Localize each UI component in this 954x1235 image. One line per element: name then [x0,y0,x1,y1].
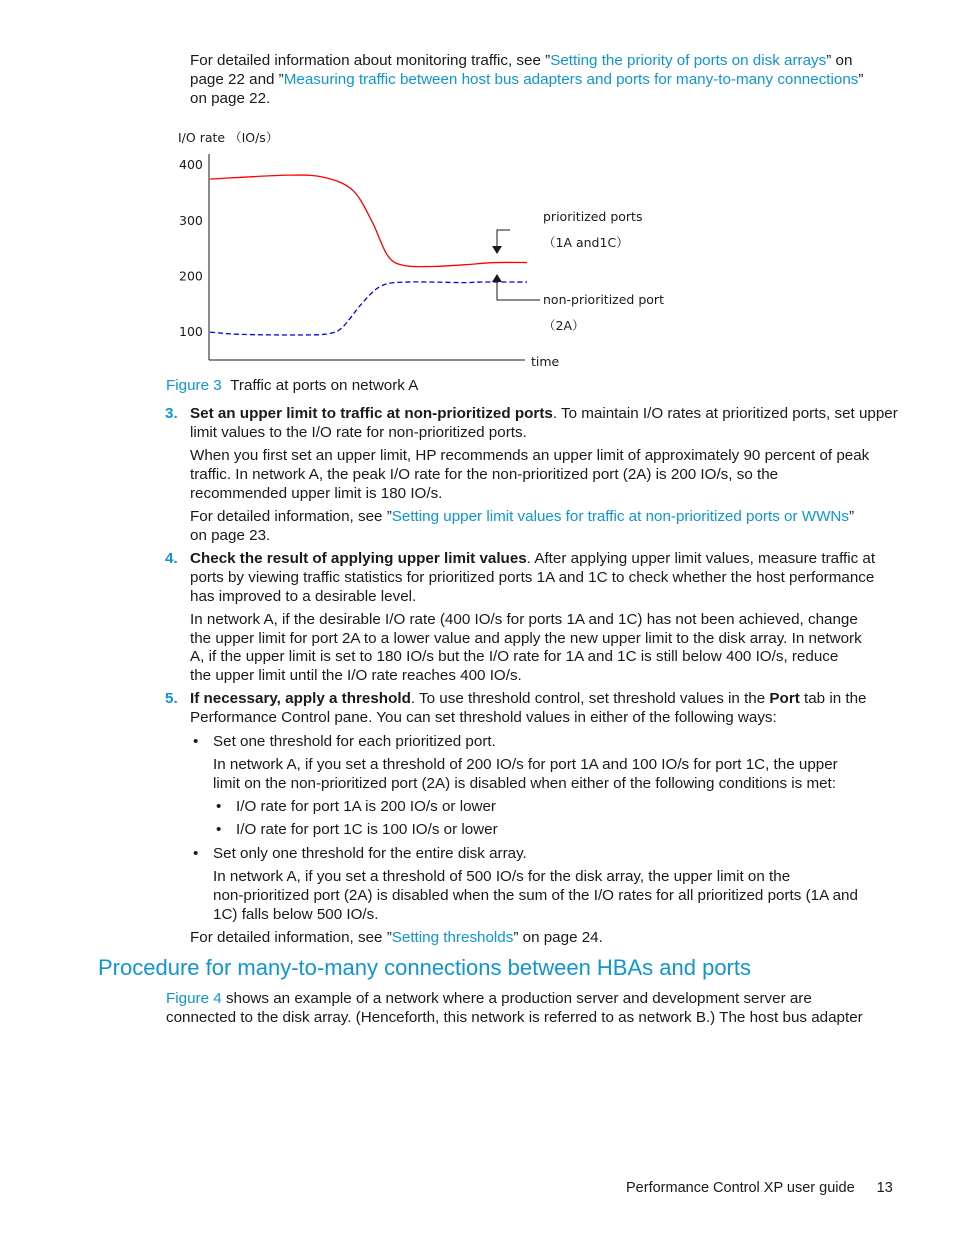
link-setting-upper-limit[interactable]: Setting upper limit values for traffic at non-prioritized ports or WWNs [391,508,849,525]
section-line-1: Figure 4 shows an example of a network where a production server and development server are [166,990,812,1007]
chart-yticks [179,157,203,339]
page-footer [626,1180,893,1196]
intro-line-3: on page 22. [190,90,271,107]
step-3-number: 3. [165,405,178,422]
bullet-2-line-2: non-prioritized port (2A) is disabled when the sum of the I/O rates for all prioritized ports (1A and [213,887,858,904]
sub-bullet-2: I/O rate for port 1C is 100 IO/s or lower [236,821,498,838]
step-4-p2-line-2: the upper limit for port 2A to a lower value and apply the new upper limit to the disk array. In network [190,630,862,647]
step-3-p2-line-3: recommended upper limit is 180 IO/s. [190,485,443,502]
traffic-chart [170,120,670,375]
non-prioritized-port-line [210,282,527,335]
step-5-line-1: If necessary, apply a threshold. To use threshold control, set threshold values in the Port tab in the [190,690,867,707]
prioritized-arrow-head [492,246,502,254]
intro-line-1: For detailed information about monitoring traffic, see ”Setting the priority of ports on disk arrays” on [190,52,853,69]
chart-ylabel: I/O rate （IO/s） [178,130,279,145]
link-measuring-traffic[interactable]: Measuring traffic between host bus adapters and ports for many-to-many connections [283,71,859,88]
sub-bullet-dot: • [216,821,222,838]
prioritized-label-2: （1A and1C） [543,235,629,250]
y-tick-label: 400 [179,157,203,173]
chart-xlabel: time [531,354,560,369]
nonprioritized-arrow-line [497,282,540,300]
nonprioritized-label-2: （2A） [543,318,585,333]
intro-line-2: page 22 and ”Measuring traffic between host bus adapters and ports for many-to-many connections” [190,71,864,88]
step-4-line-1: Check the result of applying upper limit values. After applying upper limit values, measure traffic at [190,550,876,567]
bullet-1-text: Set one threshold for each prioritized port. [213,733,496,750]
footer-title: Performance Control XP user guide [626,1180,855,1196]
nonprioritized-arrow-head [492,274,502,282]
step-3-p3-line-1: For detailed information, see ”Setting upper limit values for traffic at non-prioritized ports or WWNs” [190,508,855,525]
step-3-p2-line-1: When you first set an upper limit, HP recommends an upper limit of approximately 90 percent of peak [190,447,870,464]
sub-bullet-1: I/O rate for port 1A is 200 IO/s or lower [236,798,496,815]
nonprioritized-label-1: non-prioritized port [543,292,664,307]
bullet-2-line-3: 1C) falls below 500 IO/s. [213,906,379,923]
prioritized-ports-line [210,175,527,267]
link-figure-4[interactable]: Figure 4 [166,990,222,1007]
prioritized-label-1: prioritized ports [543,209,643,224]
bullet-2-line-1: In network A, if you set a threshold of 500 IO/s for the disk array, the upper limit on the [213,868,791,885]
step-4-line-2: ports by viewing traffic statistics for prioritized ports 1A and 1C to check whether the host performance [190,569,875,586]
step-5-detail: For detailed information, see ”Setting thresholds” on page 24. [190,929,603,946]
y-tick-label: 100 [179,324,203,340]
sub-bullet-dot: • [216,798,222,815]
page-number: 13 [876,1180,893,1196]
figure-caption: Figure 3 Traffic at ports on network A [166,377,419,394]
step-4-p2-line-4: the upper limit until the I/O rate reaches 400 IO/s. [190,667,522,684]
y-tick-label: 300 [179,212,203,228]
bullet-1-line-1: In network A, if you set a threshold of 200 IO/s for port 1A and 100 IO/s for port 1C, the upper [213,756,838,773]
step-4-number: 4. [165,550,178,567]
bullet-dot: • [193,733,199,750]
y-tick-label: 200 [179,268,203,284]
bullet-dot: • [193,845,199,862]
link-setting-thresholds[interactable]: Setting thresholds [391,929,514,946]
link-setting-priority[interactable]: Setting the priority of ports on disk arrays [550,52,827,69]
step-5-line-2: Performance Control pane. You can set threshold values in either of the following ways: [190,709,777,726]
step-4-p2-line-1: In network A, if the desirable I/O rate (400 IO/s for ports 1A and 1C) has not been achieved, change [190,611,858,628]
figure-number: Figure 3 [166,377,222,394]
step-4-line-3: has improved to a desirable level. [190,588,417,605]
bullet-1-line-2: limit on the non-prioritized port (2A) is disabled when either of the following conditions is met: [213,775,836,792]
section-line-2: connected to the disk array. (Henceforth, this network is referred to as network B.) The host bus adapter [166,1009,863,1026]
step-4-p2-line-3: A, if the upper limit is set to 180 IO/s but the I/O rate for 1A and 1C is still below 400 IO/s, reduce [190,648,839,665]
step-3-p2-line-2: traffic. In network A, the peak I/O rate for the non-prioritized port (2A) is 200 IO/s, so the [190,466,779,483]
bullet-2-text: Set only one threshold for the entire disk array. [213,845,527,862]
step-3-line-1: Set an upper limit to traffic at non-prioritized ports. To maintain I/O rates at prioritized ports, set upper [190,405,898,422]
step-5-number: 5. [165,690,178,707]
step-3-line-2: limit values to the I/O rate for non-prioritized ports. [190,424,527,441]
section-heading: Procedure for many-to-many connections between HBAs and ports [98,955,751,980]
prioritized-arrow-line [497,230,510,246]
step-3-p3-line-2: on page 23. [190,527,271,544]
chart-series [210,175,527,335]
